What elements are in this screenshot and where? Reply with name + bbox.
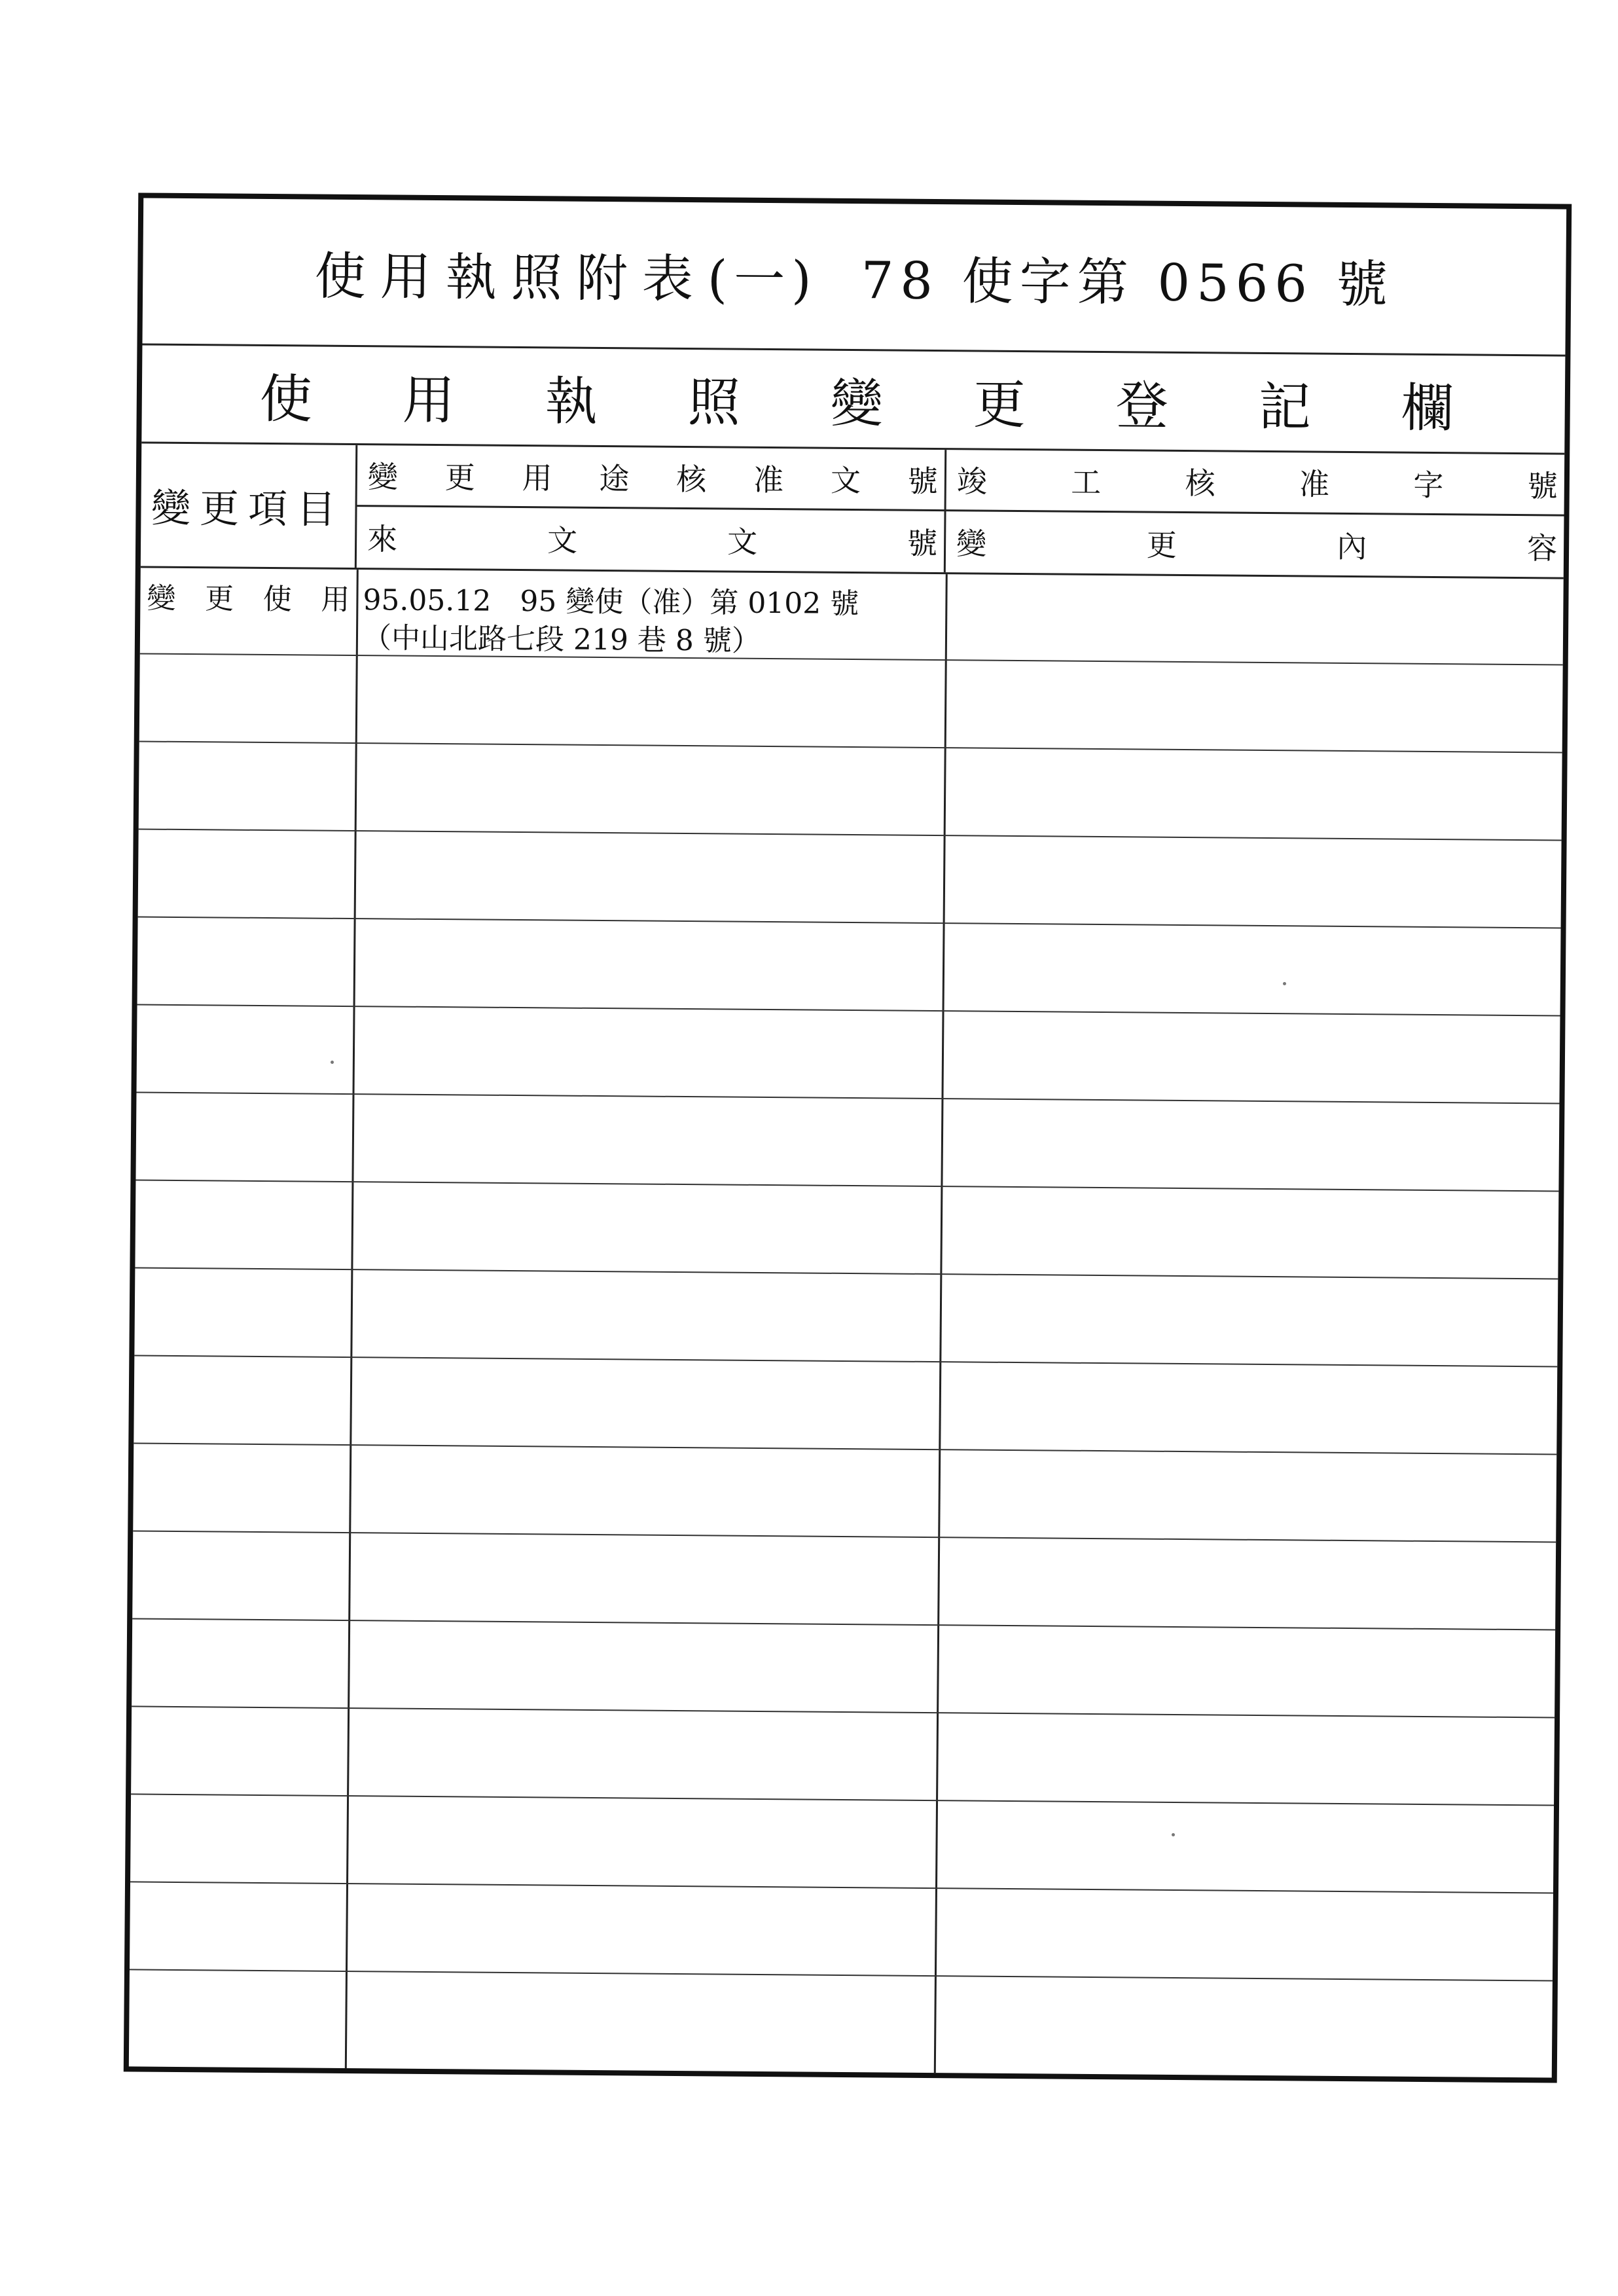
entry-address: （中山北路七段 219 巷 8 號） bbox=[362, 621, 761, 658]
header-char: 更 bbox=[1146, 527, 1177, 564]
table-row bbox=[139, 654, 1563, 753]
table-row bbox=[134, 1268, 1558, 1367]
subtitle-char: 變 bbox=[830, 373, 884, 435]
header-char: 文 bbox=[830, 463, 861, 499]
header-char: 變 bbox=[956, 526, 987, 562]
header-char: 號 bbox=[1527, 468, 1558, 504]
scan-speck bbox=[331, 1061, 334, 1064]
title-char: 使 bbox=[314, 247, 373, 307]
item-char: 變 bbox=[147, 581, 176, 615]
subtitle-char: 執 bbox=[545, 371, 598, 432]
item-char: 更 bbox=[204, 582, 234, 616]
entry-doc-number: 95.05.12 95 變使（准）第 0102 號 bbox=[363, 583, 859, 621]
header-char: 更 bbox=[444, 460, 475, 496]
change-item-header: 變更項目 bbox=[141, 443, 357, 568]
header-char: 來 bbox=[367, 521, 398, 557]
header-char: 核 bbox=[1185, 465, 1215, 501]
subtitle-char: 用 bbox=[402, 369, 456, 431]
header-char: 竣 bbox=[956, 464, 988, 500]
title-char: 執 bbox=[445, 248, 504, 308]
table-row bbox=[137, 1005, 1560, 1104]
title-char: (一) bbox=[707, 250, 819, 310]
title-char: 附 bbox=[576, 249, 635, 309]
header-char: 容 bbox=[1526, 530, 1558, 566]
table-row bbox=[130, 1795, 1554, 1893]
form-subtitle bbox=[141, 345, 1565, 454]
title-char: 表 bbox=[641, 249, 700, 310]
header-char: 文 bbox=[547, 522, 578, 558]
registration-table-body bbox=[129, 568, 1564, 2077]
item-char: 用 bbox=[321, 583, 350, 617]
header-char: 號 bbox=[907, 525, 938, 562]
header-char: 工 bbox=[1071, 464, 1102, 501]
title-char: 用 bbox=[380, 247, 439, 308]
table-row bbox=[139, 742, 1562, 841]
change-content-header bbox=[946, 511, 1564, 577]
table-row bbox=[129, 1970, 1553, 2088]
item-char: 使 bbox=[262, 582, 292, 617]
table-row bbox=[132, 1531, 1556, 1630]
table-row bbox=[132, 1619, 1555, 1718]
license-number: 78 使字第 0566 號 bbox=[861, 251, 1395, 315]
use-license-change-form bbox=[124, 192, 1572, 2083]
table-row bbox=[137, 917, 1561, 1016]
scan-speck bbox=[1172, 1833, 1175, 1836]
scan-speck bbox=[1283, 982, 1286, 985]
subtitle-char: 登 bbox=[1115, 375, 1169, 437]
form-title bbox=[142, 198, 1566, 357]
subtitle-char: 照 bbox=[687, 372, 741, 433]
incoming-doc-no-header bbox=[357, 507, 944, 573]
header-char: 字 bbox=[1413, 467, 1444, 503]
header-char: 內 bbox=[1337, 529, 1367, 565]
title-char: 照 bbox=[511, 248, 569, 308]
completion-header bbox=[946, 450, 1564, 577]
table-row bbox=[135, 1180, 1558, 1279]
header-char: 文 bbox=[727, 524, 758, 560]
header-char: 准 bbox=[753, 462, 784, 498]
header-char: 號 bbox=[907, 463, 938, 500]
subtitle-char: 記 bbox=[1258, 376, 1312, 438]
entry-item-label bbox=[147, 575, 350, 618]
header-char: 用 bbox=[522, 460, 552, 496]
table-row bbox=[133, 1444, 1556, 1542]
header-char: 途 bbox=[599, 461, 630, 497]
table-row bbox=[131, 1707, 1555, 1806]
subtitle-char: 使 bbox=[259, 368, 313, 430]
approval-doc-no-header bbox=[357, 445, 945, 511]
table-row bbox=[138, 829, 1562, 928]
completion-no-header bbox=[946, 450, 1565, 516]
doc-number-header bbox=[357, 445, 946, 572]
column-header-row bbox=[141, 443, 1564, 579]
header-char: 變 bbox=[367, 459, 399, 495]
table-row bbox=[135, 1093, 1559, 1192]
header-char: 准 bbox=[1299, 466, 1330, 502]
table-row bbox=[130, 1882, 1553, 1981]
subtitle-char: 更 bbox=[973, 374, 1026, 436]
table-row bbox=[140, 568, 1564, 665]
table-row bbox=[134, 1356, 1557, 1455]
subtitle-char: 欄 bbox=[1401, 377, 1454, 439]
header-char: 核 bbox=[676, 462, 707, 498]
